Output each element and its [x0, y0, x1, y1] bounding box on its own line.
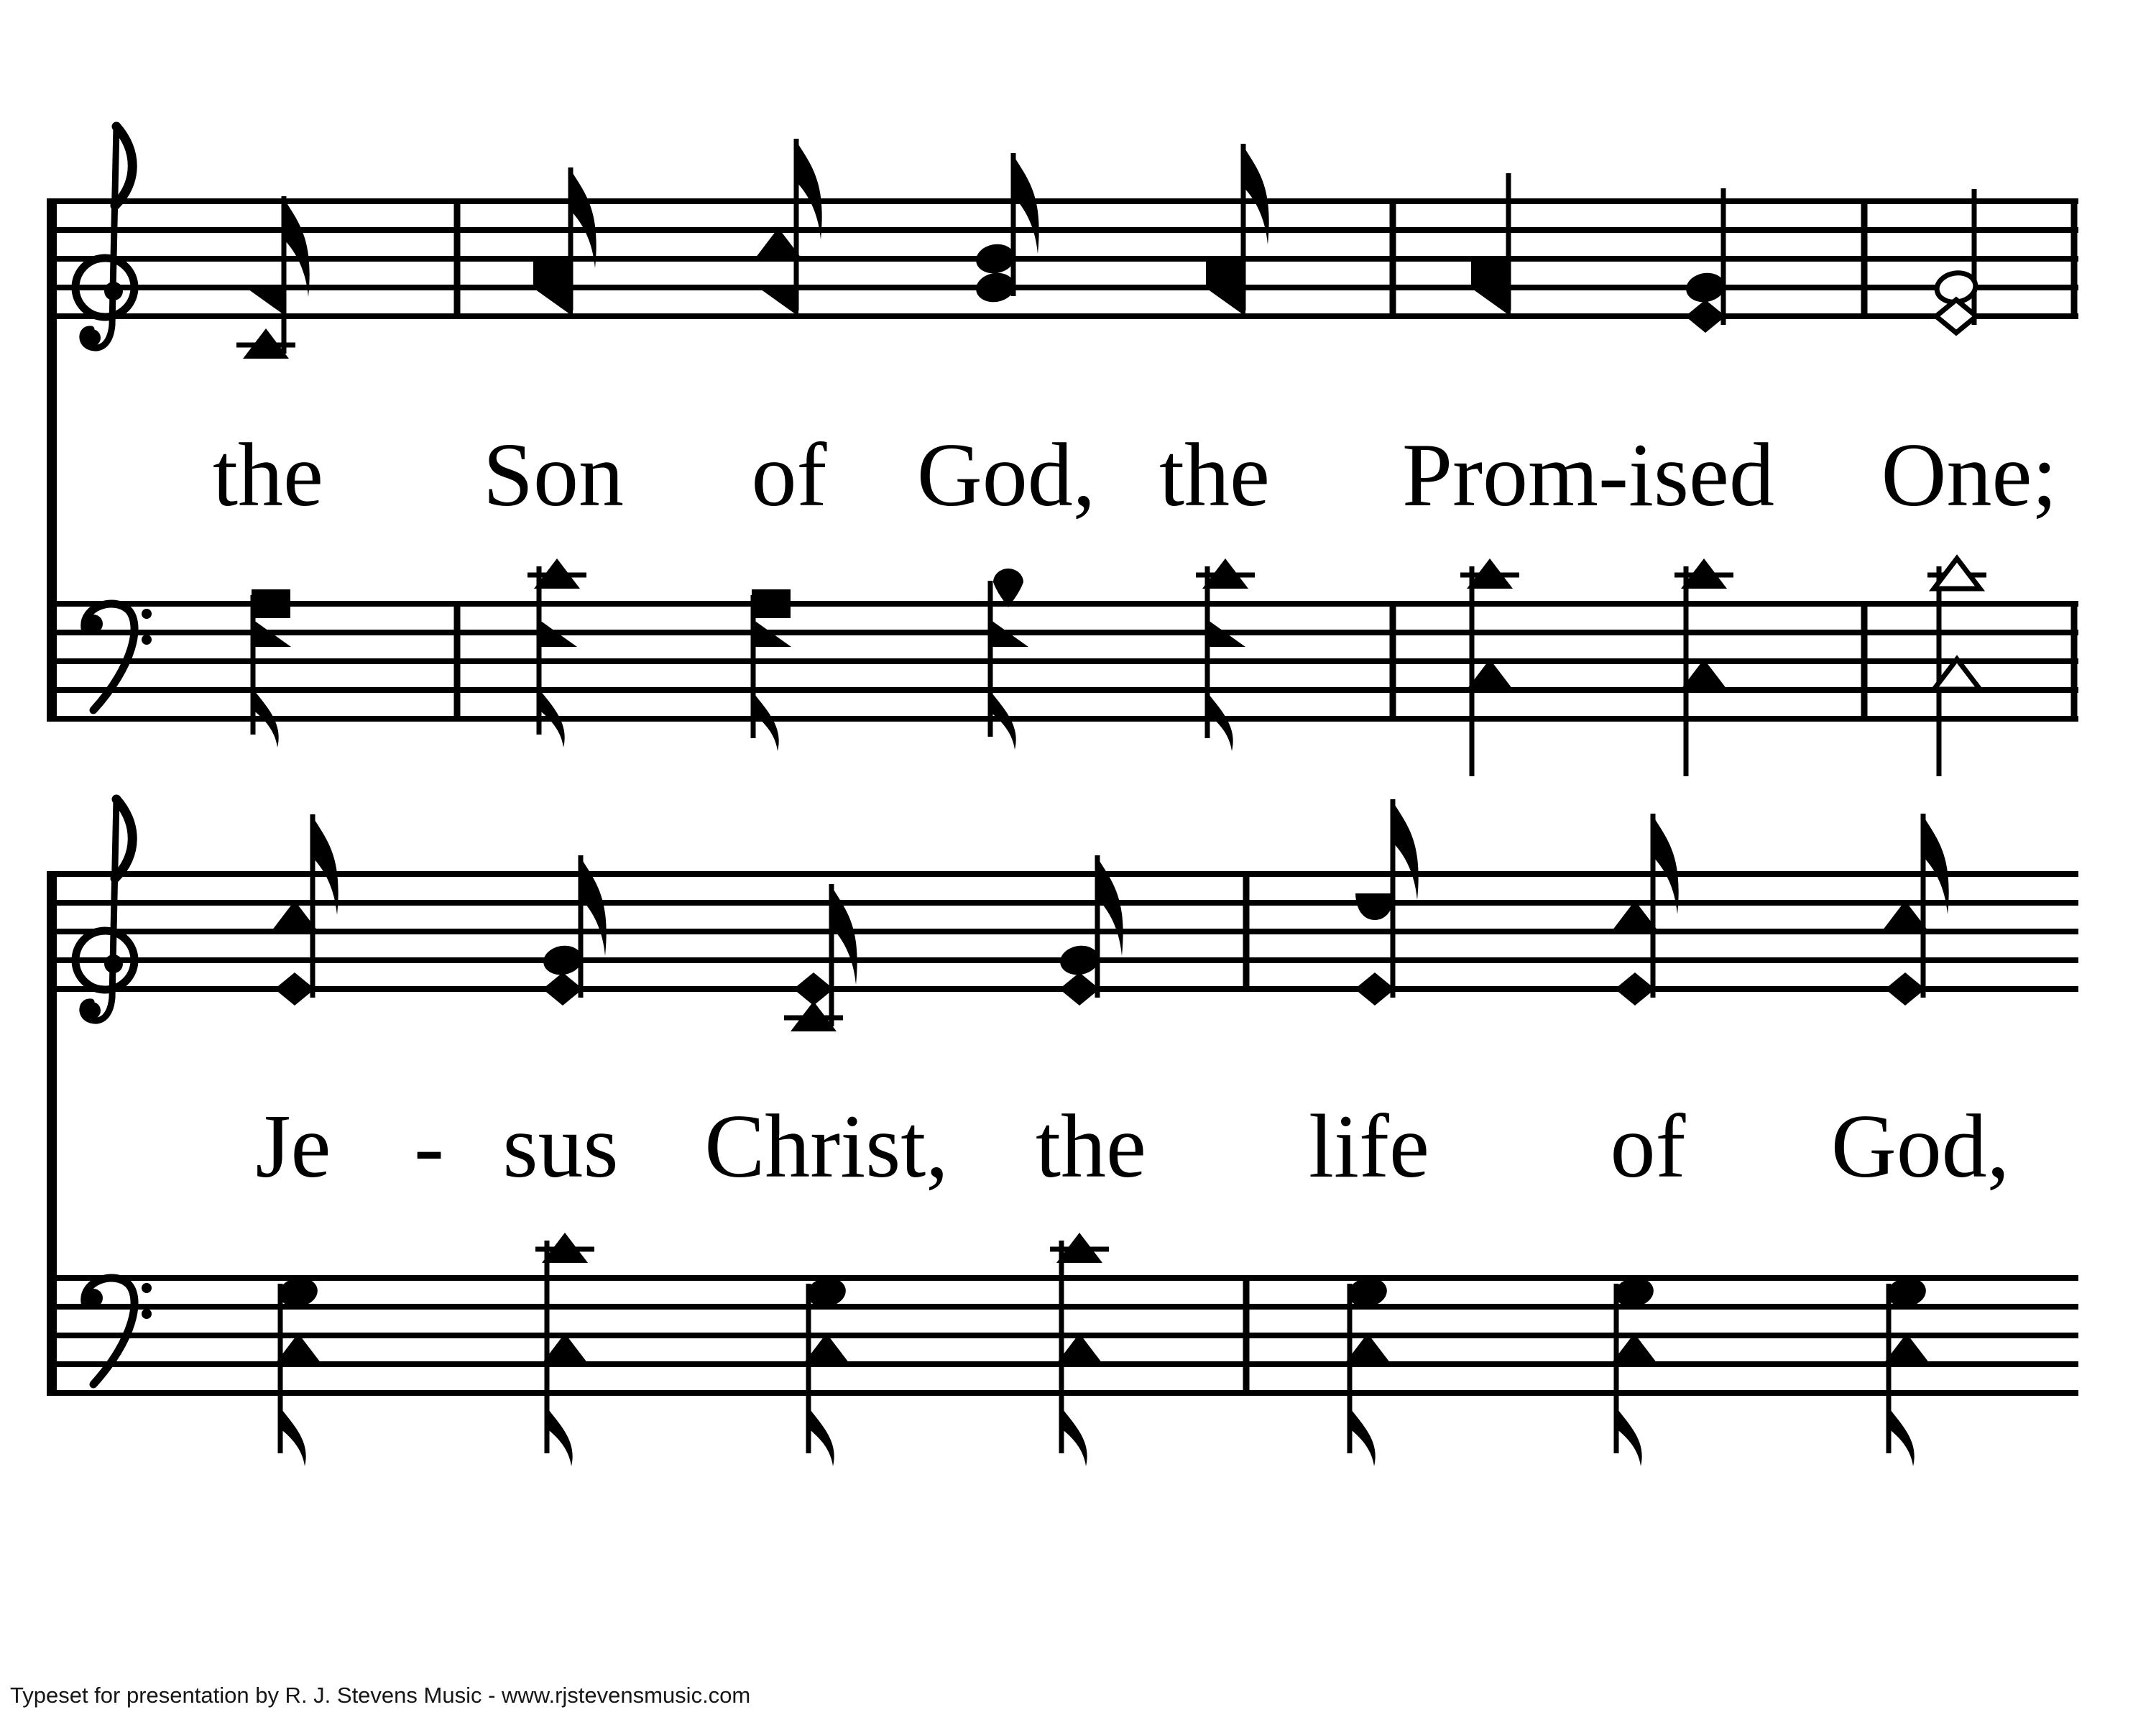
- notehead-sol: [974, 242, 1017, 277]
- notehead-la: [1471, 259, 1510, 288]
- staff-line: [47, 256, 2078, 262]
- notehead-mi: [1059, 972, 1100, 1006]
- notehead-mi: [275, 972, 315, 1006]
- lyric-word: the: [1159, 426, 1270, 525]
- staff-line: [47, 601, 2078, 607]
- note-flag: [545, 1406, 573, 1466]
- note-flag: [1922, 814, 1949, 914]
- staff-line: [47, 929, 2078, 934]
- staff-line: [47, 227, 2078, 233]
- lyric-word: Son: [482, 426, 625, 525]
- note-flag: [807, 1406, 834, 1466]
- lyric-word: God,: [1830, 1097, 2010, 1197]
- staves-layer: [47, 126, 2078, 1396]
- barline: [2071, 198, 2078, 319]
- staff-line: [47, 198, 2078, 204]
- lyric-word: the: [1036, 1097, 1146, 1197]
- notehead-sol: [974, 270, 1017, 305]
- lyric-word: One;: [1881, 426, 2058, 525]
- barline: [1861, 601, 1868, 722]
- notehead-mi: [1885, 972, 1925, 1006]
- note-flag: [1060, 1406, 1087, 1466]
- note-stem: [1470, 566, 1475, 776]
- note-flag: [1651, 814, 1679, 914]
- note-flag: [1615, 1406, 1642, 1466]
- note-flag: [1348, 1406, 1376, 1466]
- note-flag: [569, 167, 596, 268]
- footer-credit: Typeset for presentation by R. J. Stevens Music - www.rjstevensmusic.com: [10, 1683, 751, 1708]
- lyric-word: of: [751, 426, 827, 525]
- lyrics-layer: [213, 426, 2057, 1197]
- system-start-barline: [47, 871, 57, 1396]
- lyric-word: of: [1610, 1097, 1686, 1197]
- note-stem: [1937, 566, 1942, 776]
- notes-layer: [236, 139, 1986, 1466]
- notehead-re: [1355, 893, 1394, 920]
- system-start-barline: [47, 198, 57, 722]
- barline: [454, 601, 461, 722]
- staff-line: [47, 871, 2078, 877]
- notehead-mi: [1936, 300, 1976, 333]
- barline: [1390, 198, 1396, 319]
- staff-line: [47, 285, 2078, 290]
- notehead-mi: [1615, 972, 1655, 1006]
- lyric-word: God,: [916, 426, 1096, 525]
- notehead-fa: [533, 288, 573, 316]
- staff-line: [47, 630, 2078, 635]
- staff-line: [47, 716, 2078, 722]
- note-stem: [1972, 189, 1977, 325]
- lyric-word: the: [213, 426, 323, 525]
- barline: [2071, 601, 2078, 722]
- barline: [1861, 198, 1868, 319]
- notehead-mi: [793, 972, 834, 1006]
- barline: [454, 198, 461, 319]
- notehead-mi: [543, 972, 583, 1006]
- notehead-fa: [1205, 288, 1245, 316]
- note-flag: [1887, 1406, 1915, 1466]
- lyric-word: life: [1309, 1097, 1429, 1197]
- note-flag: [1391, 799, 1419, 900]
- staff-line: [47, 900, 2078, 906]
- lyric-word: Prom-ised: [1402, 426, 1774, 525]
- notehead-la: [1206, 259, 1245, 288]
- lyric-word: Je: [255, 1097, 331, 1197]
- notehead-fa: [1470, 288, 1511, 316]
- staff-line: [47, 658, 2078, 664]
- barline: [1390, 601, 1396, 722]
- note-flag: [282, 196, 310, 297]
- notehead-mi: [1355, 972, 1395, 1006]
- notehead-fa: [758, 288, 798, 316]
- note-flag: [795, 139, 822, 239]
- notehead-mi: [1685, 300, 1726, 333]
- note-stem: [1684, 566, 1689, 776]
- bass-clef-icon: [84, 604, 152, 710]
- notehead-la: [752, 589, 791, 618]
- note-flag: [279, 1406, 306, 1466]
- bass-clef-icon: [84, 1278, 152, 1384]
- barline: [1243, 871, 1250, 992]
- lyric-word: sus: [502, 1097, 619, 1197]
- lyric-word: -: [414, 1097, 444, 1197]
- notehead-fa: [246, 288, 286, 316]
- staff-line: [47, 313, 2078, 319]
- staff-line: [47, 687, 2078, 693]
- note-stem: [1721, 188, 1726, 325]
- notehead-la: [252, 589, 290, 618]
- barline: [1243, 1275, 1250, 1396]
- notehead-la: [533, 259, 572, 288]
- lyric-word: Christ,: [704, 1097, 949, 1197]
